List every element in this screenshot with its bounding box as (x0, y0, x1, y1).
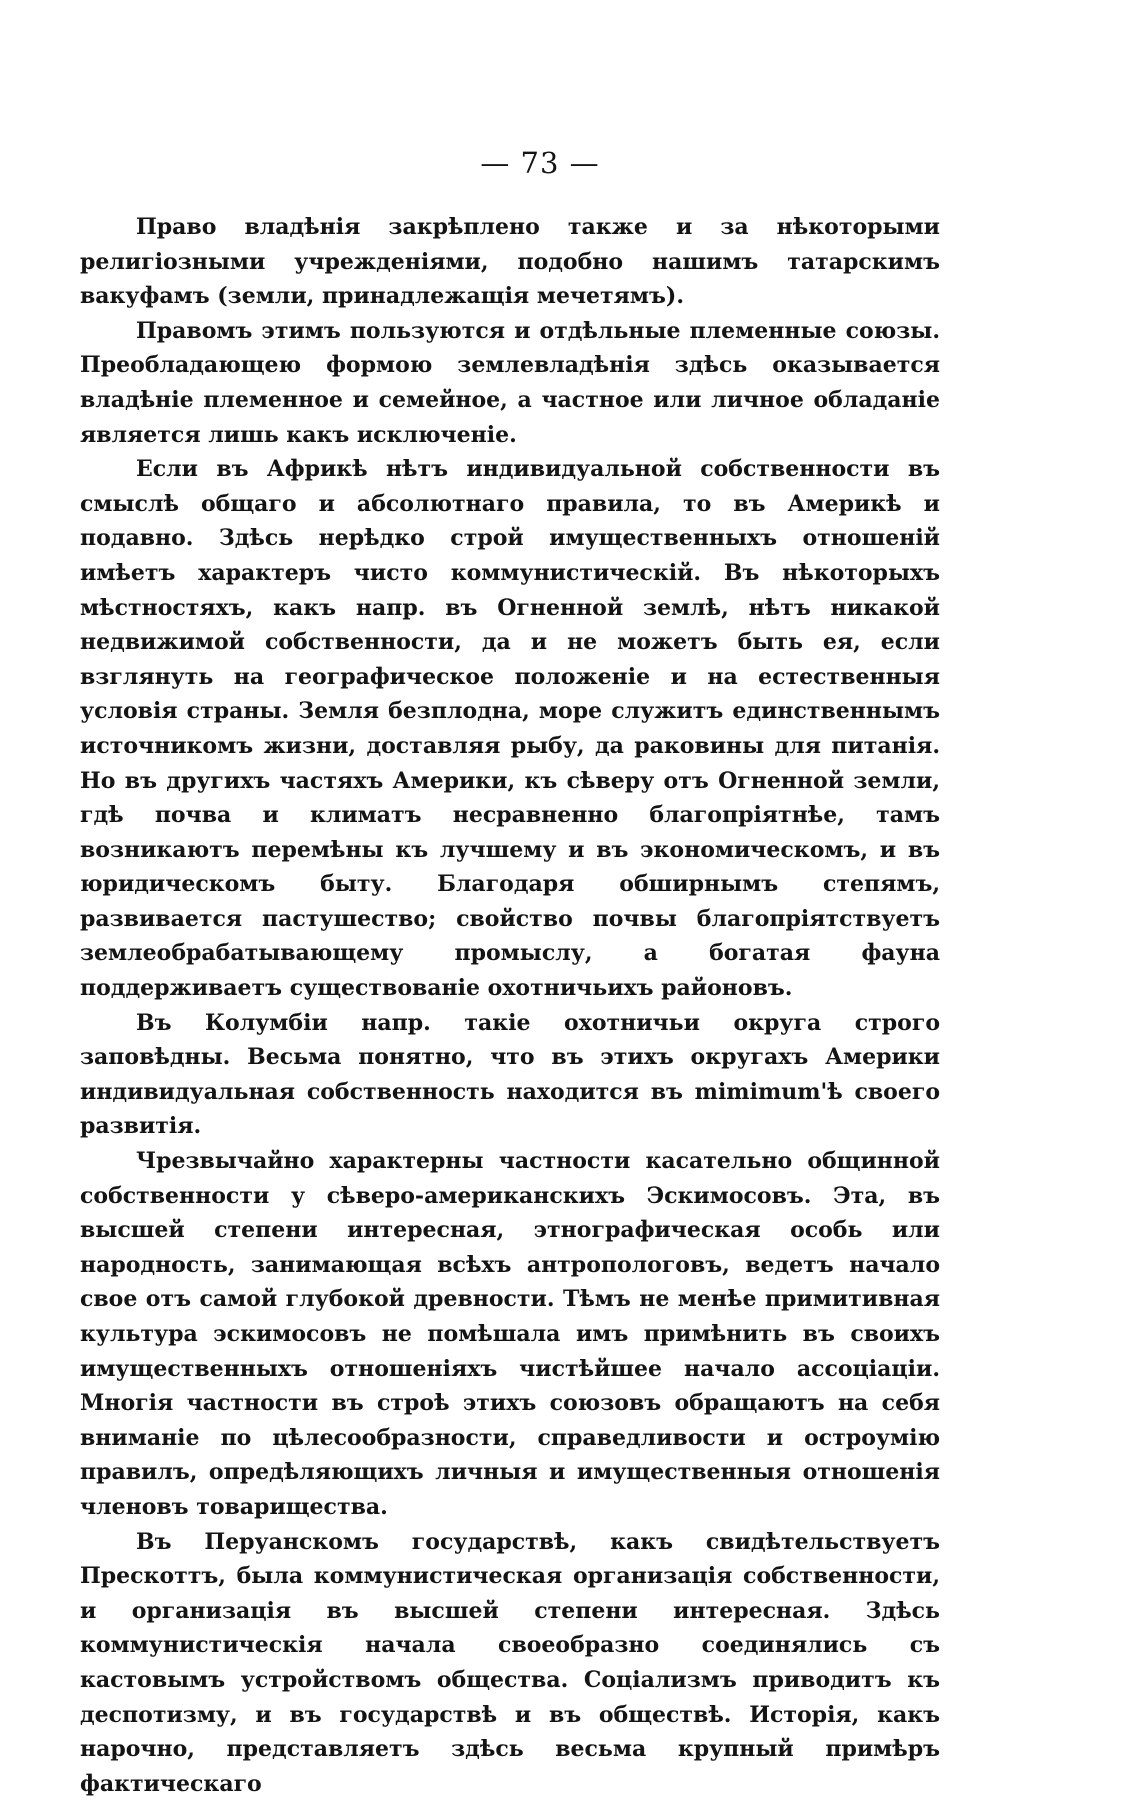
page-number: — 73 — (480, 146, 600, 180)
paragraph: Чрезвычайно характерны частности касательно общинной собственности у сѣверо-американскихъ Эскимосовъ. Эта, въ высшей степени интересная, этнографическая особь или народность, занимающая всѣхъ антропологовъ, ведетъ начало свое отъ самой глубокой древности. Тѣмъ не менѣе примитивная культура эскимосовъ не помѣшала имъ примѣнить въ своихъ имущественныхъ отношеніяхъ чистѣйшее начало ассоціаціи. Многія частности въ строѣ этихъ союзовъ обращаютъ на себя вниманіе по цѣлесообразности, справедливости и остроумію правилъ, опредѣляющихъ личныя и имущественныя отношенія членовъ товарищества. (80, 1148, 940, 1520)
paragraph: Правомъ этимъ пользуются и отдѣльные племенные союзы. Преобладающею формою землевладѣнія здѣсь оказывается владѣніе племенное и семейное, а частное или личное обладаніе является лишь какъ исключеніе. (80, 317, 940, 448)
paragraph: Если въ Африкѣ нѣтъ индивидуальной собственности въ смыслѣ общаго и абсолютнаго правила, то въ Америкѣ и подавно. Здѣсь нерѣдко строй имущественныхъ отношеній имѣетъ характеръ чисто коммунистическій. Въ нѣкоторыхъ мѣстностяхъ, какъ напр. въ Огненной землѣ, нѣтъ никакой недвижимой собственности, да и не можетъ быть ея, если взглянуть на географическое положеніе и на естественныя условія страны. Земля безплодна, море служитъ единственнымъ источникомъ жизни, доставляя рыбу, да раковины для питанія. Но въ другихъ частяхъ Америки, къ сѣверу отъ Огненной земли, гдѣ почва и климатъ несравненно благопріятнѣе, тамъ возникаютъ перемѣны къ лучшему и въ экономическомъ, и въ юридическомъ быту. Благодаря обширнымъ степямъ, развивается пастушество; свойство почвы благопріятствуетъ землеобрабатывающему промыслу, а богатая фауна поддерживаетъ существованіе охотничьихъ районовъ. (80, 456, 940, 1002)
body-text (80, 210, 940, 1801)
paragraph: Въ Колумбіи напр. такіе охотничьи округа строго заповѣдны. Весьма понятно, что въ этихъ округахъ Америки индивидуальная собственность находится въ mimimum'ѣ своего развитія. (80, 1009, 940, 1140)
paragraph: Въ Перуанскомъ государствѣ, какъ свидѣтельствуетъ Прескоттъ, была коммунистическая организація собственности, и организація въ высшей степени интересная. Здѣсь коммунистическія начала своеобразно соединялись съ кастовымъ устройствомъ общества. Соціализмъ приводитъ къ деспотизму, и въ государствѣ и въ обществѣ. Исторія, какъ нарочно, представляетъ здѣсь весьма крупный примѣръ фактическаго (80, 1528, 940, 1797)
paragraph: Право владѣнія закрѣплено также и за нѣкоторыми религіозными учрежденіями, подобно нашимъ татарскимъ вакуфамъ (земли, принадлежащія мечетямъ). (80, 214, 940, 310)
